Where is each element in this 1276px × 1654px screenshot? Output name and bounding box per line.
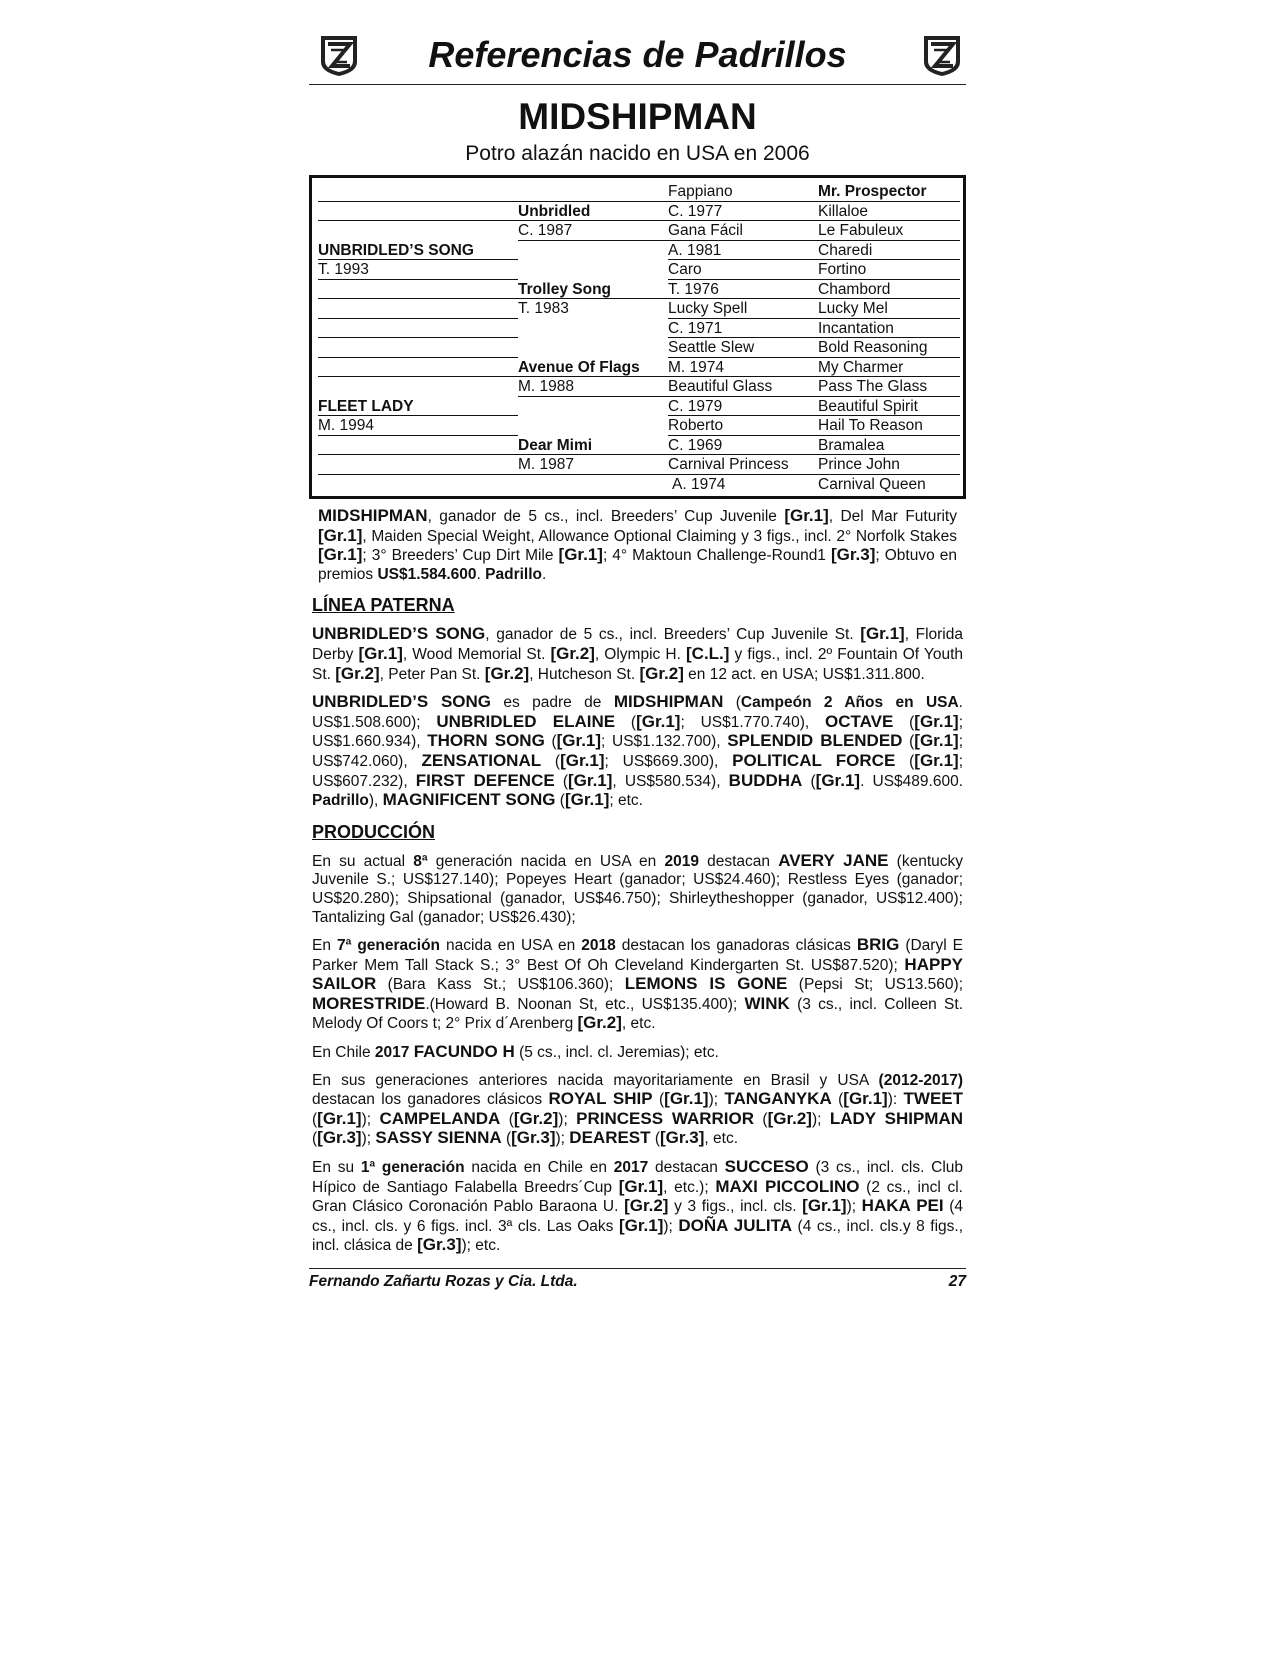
body-text (309, 507, 966, 1256)
dam-name: FLEET LADY (318, 397, 518, 417)
pedigree-row: UNBRIDLED’S SONG A. 1981 Charedi (318, 241, 960, 261)
production-paragraph: En Chile 2017 FACUNDO H (5 cs., incl. cl. Jeremias); etc. (312, 1042, 719, 1062)
horse-name: MIDSHIPMAN (518, 96, 757, 137)
sire-paragraph: UNBRIDLED’S SONG, ganador de 5 cs., incl. Breeders’ Cup Juvenile St. [Gr.1], Florida Derby [Gr.1], Wood Memorial St. [Gr.2], Olympic H. [C.L.] y figs., incl. 2º Fountain Of Youth St. [Gr.2], Peter Pan St. [Gr.2], Hutcheson St. [Gr.2] en 12 act. en USA; US$1.311.800. (312, 624, 963, 683)
intro-paragraph: MIDSHIPMAN, ganador de 5 cs., incl. Breeders’ Cup Juvenile [Gr.1], Del Mar Futurity [Gr.1], Maiden Special Weight, Allowance Optional Claiming y 3 figs., incl. 2° Norfolk Stakes [Gr.1]; 3° Breeders’ Cup Dirt Mile [Gr.1]; 4° Maktoun Challenge-Round1 [Gr.3]; Obtuvo en premios US$1.584.600. Padrillo. (318, 506, 958, 583)
production-paragraph: En 7ª generación nacida en USA en 2018 destacan los ganadoras clásicas BRIG (Daryl E Parker Mem Tall Stack S.; 3° Best Of Oh Cleveland Kindergarten St. US$87.520); HAPPY SAILOR (Bara Kass St.; US$106.360); LEMONS IS GONE (Pepsi St; US13.560); MORESTRIDE.(Howard B. Noonan St, etc., US$135.400); WINK (3 cs., incl. Colleen St. Melody Of Coors t; 2° Prix d´Arenberg [Gr.2], etc. (312, 935, 964, 1033)
pedigree-row: Trolley Song T. 1976 Chambord (318, 280, 960, 300)
sire-offspring-paragraph: UNBRIDLED’S SONG es padre de MIDSHIPMAN (Campeón 2 Años en USA. US$1.508.600); UNBRIDLED ELAINE ([Gr.1]; US$1.770.740), OCTAVE ([Gr.1]; US$1.660.934), THORN SONG ([Gr.1]; US$1.132.700), SPLENDID BLENDED ([Gr.1]; US$742.060), ZENSATIONAL ([Gr.1]; US$669.300), POLITICAL FORCE ([Gr.1]; US$607.232), FIRST DEFENCE ([Gr.1], US$580.534), BUDDHA ([Gr.1]. US$489.600. Padrillo), MAGNIFICENT SONG ([Gr.1]; etc. (312, 692, 964, 810)
pedigree-row: T. 1983 Lucky Spell Lucky Mel (318, 299, 960, 319)
header-title: Referencias de Padrillos (428, 34, 847, 75)
production-paragraph: En su actual 8ª generación nacida en USA en 2019 destacan AVERY JANE (kentucky Juvenile S.; US$127.140); Popeyes Heart (ganador; US$24.460); Restless Eyes (ganador; US$20.280); Shipsational (ganador, US$46.750); Shirleytheshopper (ganador, US$12.400); Tantalizing Gal (ganador; US$26.430); (312, 850, 963, 926)
pedigree-row: Seattle Slew Bold Reasoning (318, 338, 960, 358)
sire-name: UNBRIDLED’S SONG (318, 241, 518, 261)
pedigree-row: A. 1974 Carnival Queen (672, 475, 926, 493)
production-paragraph: En su 1ª generación nacida en Chile en 2017 destacan SUCCESO (3 cs., incl. cls. Club Hípico de Santiago Falabella Breedrs´Cup [Gr.1], etc.); MAXI PICCOLINO (2 cs., incl cl. Gran Clásico Coronación Pablo Baraona U. [Gr.2] y 3 figs., incl. cls. [Gr.1]); HAKA PEI (4 cs., incl. cls. y 6 figs. incl. 3ª cls. Las Oaks [Gr.1]); DOÑA JULITA (4 cs., incl. cls.y 8 figs., incl. clásica de [Gr.3]); etc. (312, 1157, 964, 1255)
pedigree-row: Unbridled C. 1977 Killaloe (318, 202, 960, 222)
section-heading-produccion: PRODUCCIÓN (312, 821, 436, 842)
page-header (309, 28, 966, 85)
pedigree-row: Fappiano Mr. Prospector (318, 182, 960, 202)
horse-subtitle: Potro alazán nacido en USA en 2006 (465, 142, 810, 165)
pedigree-row: M. 1994 Roberto Hail To Reason (318, 416, 960, 436)
pedigree-row: T. 1993 Caro Fortino (318, 260, 960, 280)
section-heading-linea-paterna: LÍNEA PATERNA (312, 595, 455, 616)
pedigree-row: Avenue Of Flags M. 1974 My Charmer (318, 358, 960, 378)
page (309, 28, 966, 1291)
page-number: 27 (948, 1273, 966, 1290)
production-paragraph: En sus generaciones anteriores nacida mayoritariamente en Brasil y USA (2012-2017) destacan los ganadores clásicos ROYAL SHIP ([Gr.1]); TANGANYKA ([Gr.1]): TWEET ([Gr.1]); CAMPELANDA ([Gr.2]); PRINCESS WARRIOR ([Gr.2]); LADY SHIPMAN ([Gr.3]); SASSY SIENNA ([Gr.3]); DEAREST ([Gr.3], etc. (312, 1071, 964, 1148)
pedigree-row: M. 1987 Carnival Princess Prince John (318, 455, 960, 475)
pedigree-row: C. 1971 Incantation (318, 319, 960, 339)
shield-zz-logo-icon (920, 32, 964, 78)
pedigree-row: FLEET LADY C. 1979 Beautiful Spirit (318, 397, 960, 417)
pedigree-row: C. 1987 Gana Fácil Le Fabuleux (318, 221, 960, 241)
footer-company: Fernando Zañartu Rozas y Cia. Ltda. (309, 1273, 578, 1290)
pedigree-row: Dear Mimi C. 1969 Bramalea (318, 436, 960, 456)
pedigree-row: M. 1988 Beautiful Glass Pass The Glass (318, 377, 960, 397)
page-footer (309, 1268, 966, 1291)
pedigree-table (309, 175, 966, 499)
